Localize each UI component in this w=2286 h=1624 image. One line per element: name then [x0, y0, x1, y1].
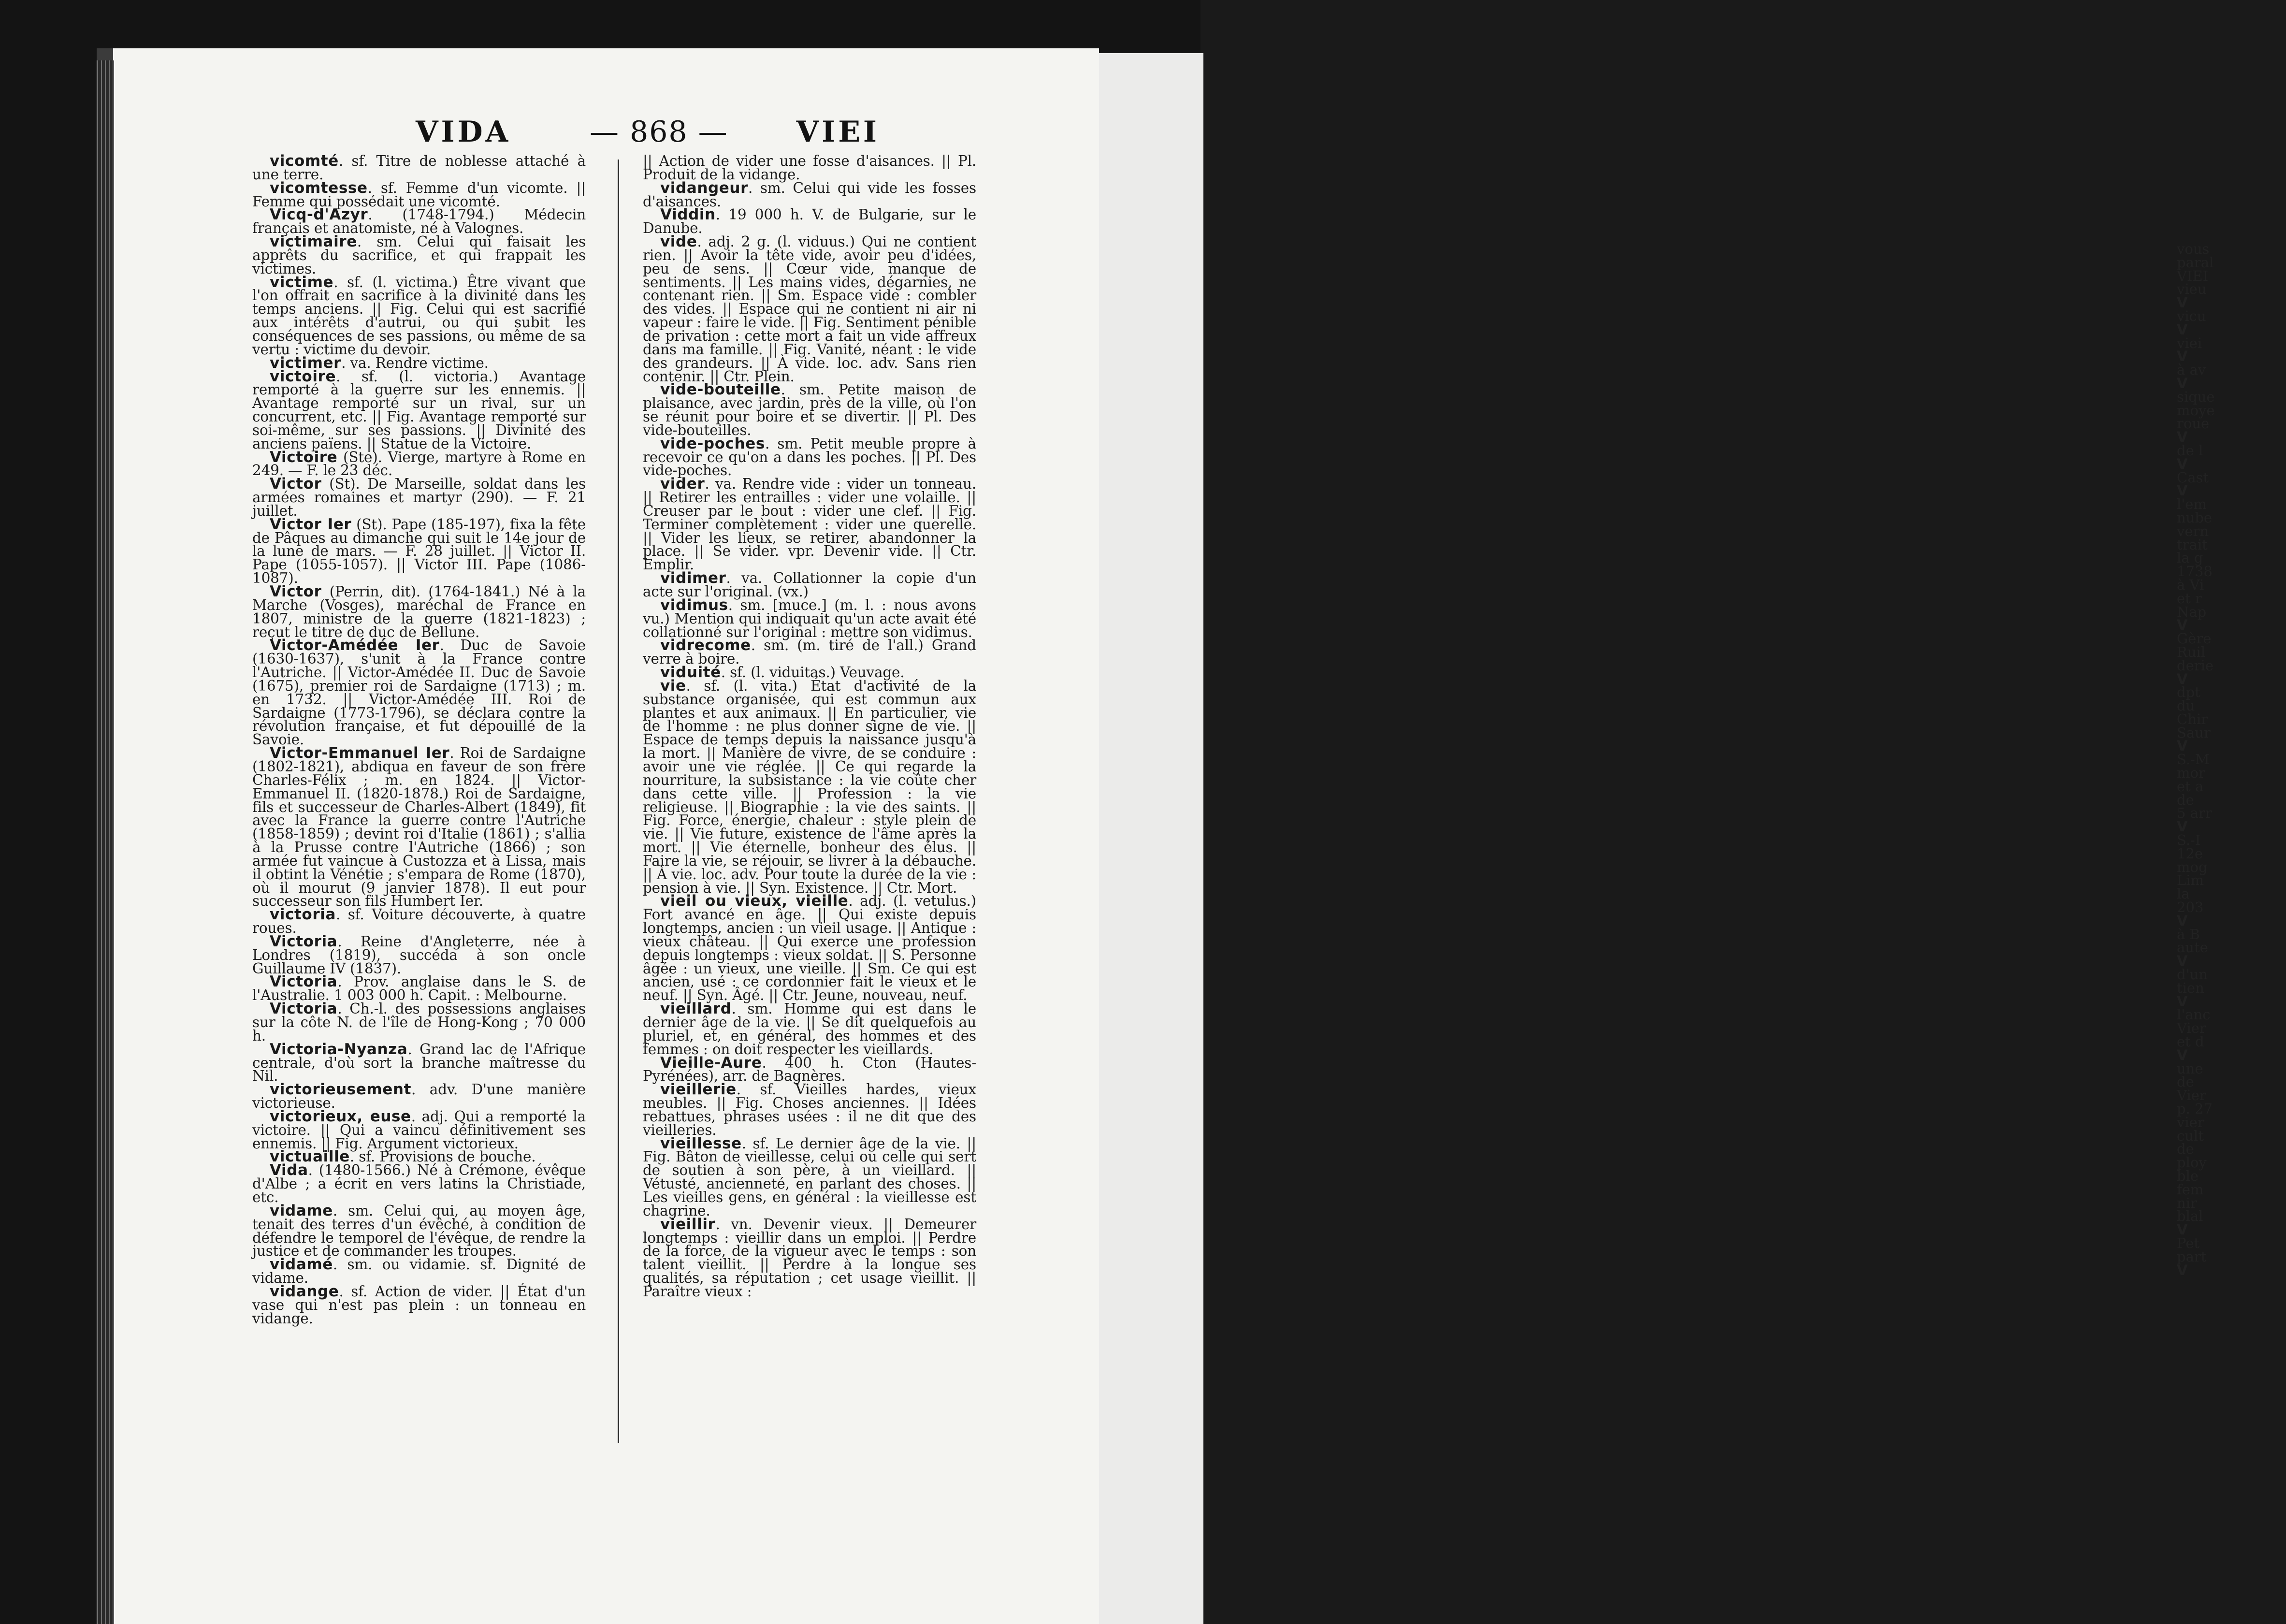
facing-page-fragment: V	[2177, 818, 2188, 835]
entry-definition: . sf. (l. viduitas.) Veuvage.	[721, 664, 905, 681]
entry-definition: (Ste). Vierge, martyre à Rome en 249. — F. le 23 déc.	[252, 449, 586, 479]
facing-page-fragment: 5 arr	[2177, 805, 2212, 822]
facing-page-fragment: V	[2177, 670, 2188, 687]
entry-headword: vidrecome	[660, 637, 751, 654]
facing-page-fragment: paral	[2177, 254, 2214, 271]
facing-page-fragment: S.-I	[2177, 832, 2201, 849]
facing-page	[1083, 53, 2215, 1624]
facing-page-fragment: Nap	[2177, 603, 2207, 620]
entry-headword: vidame	[270, 1202, 333, 1219]
entry-headword: Vieille-Aure	[660, 1054, 762, 1072]
facing-page-fragment: nube	[2177, 509, 2213, 526]
entry-headword: Vicq-d'Azyr	[270, 206, 368, 224]
facing-page-fragment: Gère	[2177, 630, 2212, 647]
entry-definition: . va. Rendre victime.	[341, 354, 489, 371]
facing-page-fragment: vicu	[2177, 307, 2206, 324]
entry-definition: . Duc de Savoie (1630-1637), s'unit à la France contre l'Autriche. || Victor-Amédée II. Duc de Savoie (1675), premier roi de Sardaigne (1713) ; m. en 1732. || Victor-Amédée III. Roi de Sardaigne (1773-1796), se déclara contre la révolution française, et fut dépouillé de la Savoie.	[252, 637, 586, 748]
entry-headword: vidimer	[660, 569, 726, 587]
facing-page-fragment: V	[2177, 1046, 2188, 1063]
entry-definition: . sm. Celui qui faisait les apprêts du sacrifice, et qui frappait les victimes.	[252, 233, 586, 277]
entry-definition: . sm. [muce.] (m. l. : nous avons vu.) Mention qui indiquait qu'un acte avait été collationné sur l'original : mettre son vidimus.	[643, 596, 976, 640]
facing-page-fragment: tien	[2177, 979, 2204, 996]
facing-page-fragment: V	[2177, 1221, 2188, 1238]
dictionary-entry	[643, 1054, 976, 1085]
facing-page-fragment: part	[2177, 1248, 2207, 1265]
entry-definition: . sf. Voiture découverte, à quatre roues.	[252, 906, 586, 937]
dictionary-entry	[252, 152, 586, 183]
entry-definition: . (1748-1794.) Médecin français et anatomiste, né à Valognes.	[252, 206, 586, 237]
entry-definition: . Prov. anglaise dans le S. de l'Australie. 1 003 000 h. Capit. : Melbourne.	[252, 973, 586, 1004]
facing-page-fragment: et r	[2177, 590, 2202, 607]
facing-page-fragment: mog	[2177, 858, 2208, 875]
entry-headword: victorieusement	[270, 1081, 412, 1099]
entry-definition: . sm. Celui qui vide les fosses d'aisances.	[643, 179, 976, 210]
facing-page-fragment: V	[2177, 738, 2188, 754]
entry-definition: . sf. (l. victima.) Être vivant que l'on offrait en sacrifice à la divinité dans les temps anciens. || Fig. Celui qui est sacrifié aux intérêts d'autrui, ou qui subit les conséquences de ses passions, ou même de sa vertu : victime du devoir.	[252, 274, 586, 358]
entry-headword: vide-poches	[660, 435, 765, 452]
entry-definition: . sf. Provisions de bouche.	[349, 1148, 536, 1165]
entry-definition: . 400 h. Cton (Hautes-Pyrénées), arr. de Bagnères.	[643, 1054, 976, 1085]
entry-definition: . vn. Devenir vieux. || Demeurer longtemps : vieillir dans un emploi. || Perdre de la force, de la vigueur avec le temps : son talent vieillit. || Perdre à la longue ses qualités, sa réputation ; cet usage vieillit. || Paraître vieux :	[643, 1216, 976, 1300]
entry-headword: vicomtesse	[270, 179, 368, 197]
entry-headword: vieillard	[660, 1000, 732, 1018]
facing-page-fragment: de	[2177, 791, 2194, 808]
dictionary-entry	[252, 208, 586, 235]
dictionary-entry	[252, 585, 586, 639]
facing-page-fragment: V	[2177, 321, 2188, 338]
facing-page-fragment: Lim	[2177, 872, 2204, 889]
entry-headword: victuaille	[270, 1148, 350, 1166]
entry-definition: . sf. Femme d'un vicomte. || Femme qui possédait une vicomté.	[252, 179, 586, 210]
facing-page-fragment: V	[2177, 912, 2188, 929]
dictionary-entry	[252, 367, 586, 452]
entry-definition: . sm. (m. tiré de l'all.) Grand verre à boire.	[643, 637, 976, 667]
dictionary-entry	[252, 932, 586, 977]
dictionary-entry	[643, 1083, 976, 1137]
facing-page-fragment: moye	[2177, 402, 2215, 419]
entry-headword: Viddin	[660, 206, 716, 224]
dictionary-entry	[252, 273, 586, 358]
entry-headword: vieil ou vieux, vieille	[660, 892, 849, 910]
entry-definition: . Ch.-l. des possessions anglaises sur la côte N. de l'île de Hong-Kong ; 70 000 h.	[252, 1000, 586, 1044]
entry-definition: . sf. (l. victoria.) Avantage remporté à la guerre sur les ennemis. || Avantage remporté sur un rival, sur un concurrent, etc. || Fig. Avantage remporté sur soi-même, sur ses passions. || Divinité des anciens païens. || Statue de la Victoire.	[252, 368, 586, 452]
facing-page-fragment: V	[2177, 617, 2188, 634]
entry-definition: . adj. Qui a remporté la victoire. || Qui a vaincu définitivement ses ennemis. || Fig. Argument victorieux.	[252, 1108, 586, 1152]
facing-page-text	[2177, 243, 2286, 1277]
facing-page-fragment: vier	[2177, 1114, 2204, 1131]
entry-definition: (St). Pape (185-197), fixa la fête de Pâques au dimanche qui suit le 14e jour de la lune de mars. — F. 28 juillet. || Victor II. Pape (1055-1057). || Victor III. Pape (1086-1087).	[252, 516, 586, 587]
dictionary-entry	[643, 569, 976, 600]
facing-page-fragment: et d	[2177, 1033, 2204, 1050]
entry-definition: . va. Collationner la copie d'un acte sur l'original. (vx.)	[643, 570, 976, 600]
entry-headword: victoria	[270, 906, 336, 924]
entry-headword: vie	[660, 677, 686, 695]
entry-definition: . sm. Petite maison de plaisance, avec jardin, près de la ville, où l'on se réunit pour boire et se divertir. || Pl. Des vide-bouteilles.	[643, 381, 976, 438]
entry-headword: Victoire	[270, 448, 338, 466]
facing-page-fragment: V	[2177, 294, 2188, 311]
entry-definition: || Action de vider une fosse d'aisances. || Pl. Produit de la vidange.	[643, 153, 976, 183]
facing-page-fragment: Vier	[2177, 1087, 2206, 1104]
facing-page-fragment: Saur	[2177, 724, 2211, 741]
facing-page-fragment: la g	[2177, 550, 2203, 566]
facing-page-fragment: cult	[2177, 1127, 2204, 1144]
facing-page-fragment: nir	[2177, 1194, 2197, 1211]
entry-headword: Victoria	[270, 973, 338, 991]
entry-definition: . adj. 2 g. (l. viduus.) Qui ne contient rien. || Avoir la tête vide, avoir peu d'idées, peu de sens. || Cœur vide, manque de sentiments. || Les mains vides, dégarnies, ne contenant rien. || Sm. Espace vide : combler des vides. || Espace qui ne contient ni air ni vapeur : faire le vide. || Fig. Sentiment pénible de privation : cette mort a fait un vide affreux dans ma famille. || Fig. Vanité, néant : le vide des grandeurs. || À vide. loc. adv. Sans rien contenir. || Ctr. Plein.	[643, 233, 976, 385]
facing-page-fragment: à Vi	[2177, 576, 2204, 593]
dictionary-entry	[252, 1083, 586, 1110]
entry-definition: (Perrin, dit). (1764-1841.) Né à la Marche (Vosges), maréchal de France en 1807, ministre de la guerre (1821-1823) ; reçut le titre de duc de Bellune.	[252, 583, 586, 640]
entry-headword: Victor	[270, 583, 322, 600]
dictionary-entry	[252, 744, 586, 910]
dictionary-entry	[252, 1258, 586, 1285]
facing-page-fragment: ble	[2177, 1167, 2199, 1184]
entry-headword: vider	[660, 475, 705, 493]
entry-headword: vide	[660, 233, 697, 251]
facing-page-fragment: aute	[2177, 939, 2208, 956]
header-right-guide-word: VIEI	[796, 115, 880, 149]
entry-headword: vidangeur	[660, 179, 748, 197]
entry-headword: victorieux, euse	[270, 1107, 411, 1125]
dictionary-entry	[643, 437, 976, 478]
facing-page-fragment: VIEI	[2177, 267, 2209, 284]
entry-headword: vidamé	[270, 1256, 333, 1274]
facing-page-fragment: l'em	[2177, 496, 2207, 513]
header-left-guide-word: VIDA	[416, 115, 511, 149]
dictionary-entry	[252, 908, 586, 935]
entry-definition: (St). De Marseille, soldat dans les armées romaines et martyr (290). — F. 21 juillet.	[252, 476, 586, 519]
facing-page-fragment: à B	[2177, 926, 2200, 942]
running-header	[416, 115, 880, 159]
facing-page-fragment: blal	[2177, 1208, 2203, 1225]
facing-page-fragment: de	[2177, 1073, 2194, 1090]
facing-page-fragment: de	[2177, 1141, 2194, 1158]
facing-page-fragment: sique	[2177, 388, 2215, 405]
dictionary-entry	[643, 677, 976, 896]
facing-page-fragment: derie	[2177, 657, 2214, 674]
dictionary-entry	[252, 639, 586, 747]
dictionary-entry	[252, 1040, 586, 1085]
column-rule	[618, 160, 619, 1443]
entry-definition: . sm. Celui qui, au moyen âge, tenait des terres d'un évêché, à condition de défendre le temporel de l'évêque, de rendre la justice et de commander les troupes.	[252, 1202, 586, 1260]
dictionary-entry	[643, 383, 976, 437]
facing-page-fragment: du	[2177, 697, 2195, 714]
facing-page-fragment: vous	[2177, 241, 2210, 257]
entry-headword: vicomté	[270, 152, 339, 170]
entry-headword: victimaire	[270, 233, 357, 251]
facing-page-fragment: Cast	[2177, 469, 2209, 486]
dictionary-entry	[643, 179, 976, 210]
entry-headword: Victor	[270, 475, 322, 493]
facing-page-fragment: V	[2177, 482, 2188, 499]
facing-page-fragment: vieu	[2177, 281, 2207, 298]
entry-definition: . sm. ou vidamie. sf. Dignité de vidame.	[252, 1256, 586, 1287]
entry-definition: . sf. Le dernier âge de la vie. || Fig. Bâton de vieillesse, celui ou celle qui sert de soutien à son père, à un vieillard. || Vétusté, ancienneté, en parlant des choses. || Les vieilles gens, en général : la vieillesse est chagrine.	[643, 1135, 976, 1219]
facing-page-fragment: une	[2177, 1060, 2203, 1077]
facing-page-fragment: l'anc	[2177, 1006, 2211, 1023]
entry-definition: . sf. (l. vita.) État d'activité de la substance organisée, qui est commun aux plantes et aux animaux. || En particulier, vie de l'homme : ne plus donner signe de vie. || Espace de temps depuis la naissance jusqu'à la mort. || Manière de vivre, de se conduire : avoir une vie réglée. || Ce qui regarde la nourriture, la subsistance : la vie coûte cher dans cette ville. || Profession : la vie religieuse. || Biographie : la vie des saints. || Fig. Force, énergie, chaleur : style plein de vie. || Vie future, existence de l'âme après la mort. || Vie éternelle, bonheur des élus. || Faire la vie, se réjouir, se livrer à la débauche. || À vie. loc. adv. Pour toute la durée de la vie : pension à vie. || Syn. Existence. || Ctr. Mort.	[643, 677, 976, 896]
facing-page-fragment: V	[2177, 429, 2188, 446]
facing-page-fragment: 1738	[2177, 563, 2213, 580]
dictionary-entry	[643, 892, 976, 1004]
entry-headword: vide-bouteille	[660, 381, 781, 399]
dictionary-entry	[252, 1204, 586, 1258]
facing-page-fragment: Pet	[2177, 1234, 2200, 1251]
entry-headword: Victoria	[270, 1000, 338, 1018]
entry-definition: . va. Rendre vide : vider un tonneau. || Retirer les entrailles : vider une volaille. || Creuser par le bout : vider une clef. || Fig. Terminer complètement : vider une querelle. || Vider les lieux, se retirer, abandonner la place. || Se vider. vpr. Devenir vide. || Ctr. Emplir.	[643, 476, 976, 573]
facing-page-fragment: à av	[2177, 362, 2206, 378]
facing-page-fragment: d'un	[2177, 966, 2208, 983]
entry-headword: victime	[270, 273, 334, 291]
entry-definition: . 19 000 h. V. de Bulgarie, sur le Danube.	[643, 206, 976, 237]
page-number: — 868 —	[590, 115, 728, 149]
dictionary-entry	[252, 1107, 586, 1152]
facing-page-fragment: Ruil	[2177, 643, 2206, 660]
left-column	[252, 152, 586, 1327]
facing-page-fragment: de l	[2177, 442, 2203, 459]
dictionary-entry	[252, 235, 586, 276]
page-edges	[96, 60, 114, 1624]
facing-page-fragment: 203	[2177, 899, 2204, 916]
facing-page-fragment: la	[2177, 885, 2190, 902]
entry-definition: . sf. Titre de noblesse attaché à une terre.	[252, 153, 586, 183]
dictionary-entry	[252, 448, 586, 479]
dictionary-entry	[252, 1161, 586, 1205]
entry-headword: vidange	[270, 1282, 339, 1300]
facing-page-fragment: mor	[2177, 765, 2205, 782]
facing-page-fragment: 12e	[2177, 845, 2203, 862]
facing-page-fragment: ploy	[2177, 1154, 2207, 1171]
right-column	[643, 155, 976, 1299]
entry-definition: . Grand lac de l'Afrique centrale, d'où sort la branche maîtresse du Nil.	[252, 1041, 586, 1085]
dictionary-entry	[252, 1282, 586, 1327]
entry-headword: vidimus	[660, 596, 728, 614]
entry-headword: Victoria-Nyanza	[270, 1040, 408, 1058]
entry-headword: Victor-Amédée Ier	[270, 637, 440, 654]
facing-page-fragment: trait	[2177, 536, 2208, 553]
dictionary-entry	[643, 155, 976, 182]
entry-definition: . Reine d'Angleterre, née à Londres (1819), succéda à son oncle Guillaume IV (1837).	[252, 933, 586, 977]
facing-page-fragment: V	[2177, 348, 2188, 365]
facing-page-fragment: V	[2177, 1262, 2188, 1278]
entry-headword: Victoria	[270, 932, 338, 950]
entry-headword: vieillesse	[660, 1134, 742, 1152]
facing-page-fragment: roue	[2177, 415, 2210, 432]
facing-page-fragment: vern	[2177, 522, 2209, 539]
dictionary-entry	[252, 475, 586, 519]
facing-page-fragment: V	[2177, 455, 2188, 472]
entry-definition: . Roi de Sardaigne (1802-1821), abdiqua en faveur de son frère Charles-Félix ; m. en 1824. || Victor-Emmanuel II. (1820-1878.) Roi de Sardaigne, fils et successeur de Charles-Albert (1849), fit avec la France la guerre contre l'Autriche (1858-1859) ; devint roi d'Italie (1861) ; s'allia à la Prusse contre l'Autriche (1866) ; son armée fut vaincue à Custozza et à Lissa, mais il obtint la Vénétie ; s'empara de Rome (1870), où il mourut (9 janvier 1878). Il eut pour successeur son fils Humbert Ier.	[252, 745, 586, 910]
entry-definition: . adv. D'une manière victorieuse.	[252, 1081, 586, 1112]
facing-page-fragment: dpt	[2177, 684, 2200, 701]
facing-page-fragment: S.-M	[2177, 751, 2210, 768]
dictionary-entry	[252, 975, 586, 1002]
entry-headword: Vida	[270, 1161, 308, 1179]
facing-page-fragment: V	[2177, 953, 2188, 970]
dictionary-entry	[643, 1215, 976, 1300]
entry-definition: . (1480-1566.) Né à Crémone, évêque d'Albe ; a écrit en vers latins la Christiade, etc.	[252, 1162, 586, 1205]
dictionary-entry	[643, 596, 976, 640]
facing-page-fragment: V	[2177, 375, 2188, 392]
dictionary-entry	[252, 179, 586, 210]
dictionary-entry	[643, 1002, 976, 1056]
entry-headword: Victor-Emmanuel Ier	[270, 744, 450, 762]
facing-page-fragment: Chir	[2177, 710, 2208, 727]
entry-definition: . sf. Vieilles hardes, vieux meubles. || Fig. Choses anciennes. || Idées rebattues, phrases usées : il ne dit que des vieilleries.	[643, 1081, 976, 1138]
dictionary-entry	[643, 1134, 976, 1219]
facing-page-fragment: et a	[2177, 778, 2204, 795]
facing-page-fragment: fem	[2177, 1181, 2204, 1198]
entry-definition: . sm. Petit meuble propre à recevoir ce qu'on a dans les poches. || Pl. Des vide-poches.	[643, 435, 976, 479]
facing-page-fragment: V	[2177, 993, 2188, 1010]
entry-headword: Victor Ier	[270, 515, 352, 533]
dictionary-entry	[252, 515, 586, 587]
entry-headword: vieillerie	[660, 1081, 737, 1099]
entry-headword: victoire	[270, 367, 336, 385]
dictionary-entry	[643, 475, 976, 573]
dictionary-entry	[643, 235, 976, 383]
entry-headword: vieillir	[660, 1215, 716, 1233]
facing-page-fragment: p. 27	[2177, 1101, 2213, 1117]
entry-definition: . sm. Homme qui est dans le dernier âge de la vie. || Se dit quelquefois au pluriel, et, en général, des hommes et des femmes : on doit respecter les vieillards.	[643, 1000, 976, 1058]
entry-definition: . sf. Action de vider. || État d'un vase qui n'est pas plein : un tonneau en vidange.	[252, 1283, 586, 1327]
facing-page-fragment: Vier	[2177, 1020, 2206, 1037]
dictionary-entry	[643, 208, 976, 235]
facing-page-fragment: viei	[2177, 334, 2202, 351]
dictionary-entry	[252, 1002, 586, 1043]
entry-headword: viduité	[660, 664, 721, 682]
dictionary-entry	[643, 639, 976, 666]
entry-definition: . adj. (l. vetulus.) Fort avancé en âge. || Qui existe depuis longtemps, ancien : un vieil usage. || Antique : vieux château. || Qui exerce une profession depuis longtemps : vieux soldat. || S. Personne âgée : un vieux, une vieille. || Sm. Ce qui est ancien, usé : ce cordonnier fait le vieux et le neuf. || Syn. Âgé. || Ctr. Jeune, nouveau, neuf.	[643, 893, 976, 1004]
entry-headword: victimer	[270, 354, 342, 372]
